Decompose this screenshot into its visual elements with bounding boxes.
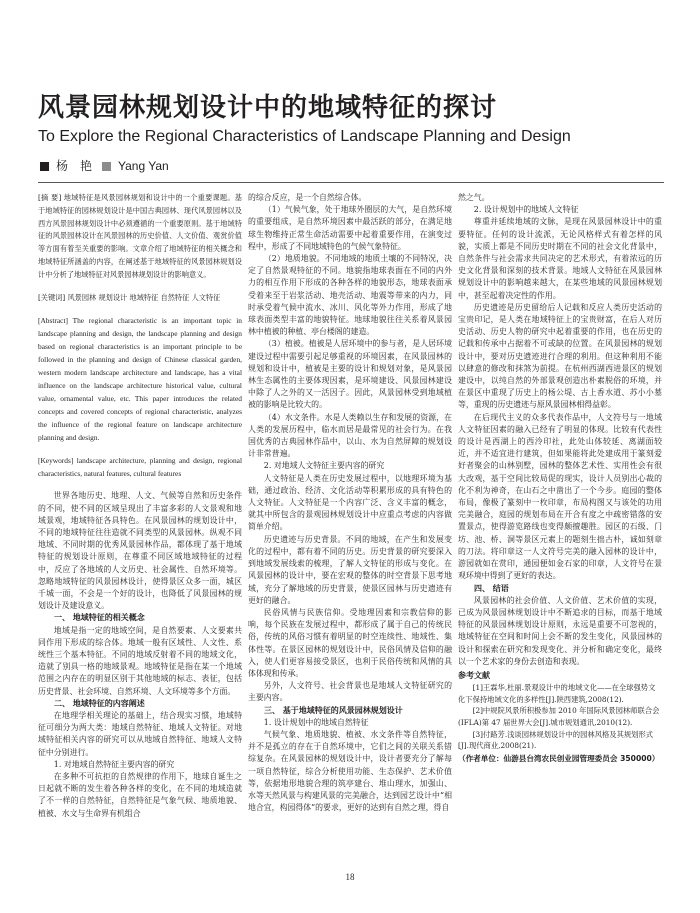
reference-item: [2]中规院风景所积极参加 2010 年国际风景园林师联合会(IFLA)第 47 届世界大会[J].城市规划通讯,2010(12). [458, 706, 660, 727]
paragraph: 人文特征是人类在历史发展过程中，以地理环境为基础，通过政治、经济、文化活动等积累形成的具有特色的人文特征。人文特征是一个内容广泛、含义丰富的概念，就其中所包含的景观园林规划设计中应重点考虑的内容做简单介绍。 [248, 473, 452, 532]
subsection-heading: 2. 对地域人文特征主要内容的研究 [263, 461, 385, 471]
references-heading: 参考文献 [458, 670, 490, 680]
author-name-cn: 杨 艳 [56, 159, 93, 173]
keywords-en: [Keywords] landscape architecture, planning and design, regional characteristics, natural features, cultural features [38, 456, 242, 479]
paragraph: （1）气候气象，处于地球外圈层的大气，是自然环境的重要组成，是自然环境因素中最活跃的部分，在满足地球生物维持正常生命活动需要中起着重要作用，在演变过程中，形成了不同地域特色的气候气象特征。 [248, 205, 452, 251]
paragraph: 尊重并延续地域的文脉，是现在风景园林设计中的重要特征。任何的设计流派，无论风格样式有着怎样的风貌，实质上都是不同历史时期在不同的社会文化背景中，自然条件与社会需求共同决定的艺术形式，有着浓远的历史文化背景和深刻的技术背景。地域人文特征在风景园林规划设计中的影响越来越大，在某些地域的风景园林规划中，甚至起着决定性的作用。 [458, 217, 662, 300]
paragraph: 另外，人文符号、社会背景也是地域人文特征研究的主要内容。 [248, 681, 452, 703]
paragraph: 历史遗迹是历史留给后人记载和反应人类历史活动的宝贵印记，是人类在地域特征上的宝贵财富，在后人对历史活动、历史人物的研究中起着重要的作用，也在历史的记载和传承中占据着不可或缺的位置。在风景园林的规划设计中，要对历史遗迹进行合理的利用。但这种利用不能以肆意的修改和抹煞为前提。在杭州西湖西进景区的规划建设中，以纯自然的外部景观创造出朴素脱俗的环境，并在景区中重现了历史上的杨公堤、古上香水道、苏小小墓等，重现的历史遗迹与原风景园林相得益彰。 [458, 302, 662, 410]
paragraph: 历史遗迹与历史背景。不同的地域，在产生和发展变化的过程中，都有着不同的历史。历史背景的研究要深入到地域发展线索的梳理，了解人文特征的形成与变化。在风景园林的设计中，要在宏观的整体的时空背景下思考地域，充分了解地域的历史背景，使景区园林与历史遗迹有更好的融合。 [248, 534, 452, 605]
paragraph: （3）植被。植被是人居环境中的参与者，是人居环境建设过程中需要引起足够重视的环境因素，在风景园林的规划和设计中，植被是主要的设计和规划对象，是风景园林生态属性的主要体现因素，是环境建设、风景园林建设中除了人之外的又一活因子。因此，风景园林受到地域植被的影响是比较大的。 [248, 339, 452, 410]
paragraph: （4）水文条件。水是人类赖以生存和发展的资源，在人类的发展历程中，临水而居是最常见的社会行为。在我国优秀的古典园林作品中，以山、水为自然屏障的规划设计非常普遍。 [248, 412, 452, 459]
abstract-en: [Abstract] The regional characteristic is an important topic in landscape planning and design, the landscape planning and design based on regional characteristics is an important principle to be followed in the planning and design of Chinese classical garden, western modern landscape architecture and landscape, has a vital influence on the landscape architecture historical value, cultural value, ornamental value, etc. This paper introduces the related concepts and covered concepts of regional characteristic, analyzes the influence of the regional feature on landscape architecture planning and design. [38, 316, 242, 443]
page-title: 风景园林规划设计中的地域特征的探讨 [38, 93, 498, 123]
intro-paragraph: 世界各地历史、地理、人文、气候等自然和历史条件的不同，使不同的区域呈现出了丰富多彩的人文景观和地域景观，地域特征各具特色。在风景园林的规划设计中，不同的地域特征往往造就不同类型的风景园林。纵观不同地域、不同时期的优秀风景园林作品，都体现了基于地域特征的规划设计原则，在尊重不同区域地域特征的过程中，反应了各地域的人文历史、社会属性、自然环境等。忽略地域特征的风景园林设计，使得景区众多一面，城区千城一面，不会是一个好的设计，也降低了风景园林的规划设计及建设意义。 [38, 491, 242, 611]
paragraph-continued: 然之气。 [458, 193, 490, 202]
column-left [38, 192, 242, 888]
column-right [458, 192, 662, 888]
author-name-en: Yang Yan [118, 159, 169, 173]
author-affiliation: （作者单位：仙游县台湾农民创业园管理委员会 350000） [458, 753, 660, 763]
section-heading-3: 三、 基于地域特征的风景园林规划设计 [264, 705, 403, 715]
english-subtitle: To Explore the Regional Characteristics of Landscape Planning and Design [38, 128, 571, 145]
subsection-heading: 1. 设计规划中的地域自然特征 [263, 717, 369, 727]
paragraph: 风景园林的社会价值、人文价值、艺术价值的实现，已成为风景园林规划设计中不断追求的目标，而基于地域特征的风景园林规划设计原则，永远是重要不可忽视的，地域特征在空间和时间上会不断的发生变化，风景园林的设计和探索在研究和发现变化、并分析和确定变化，最终以一个艺术家的身份去创造和表现。 [458, 595, 662, 666]
paragraph: 在多种不可抗拒的自然规律的作用下，地球自诞生之日起就不断的发生着各种各样的变化，在不同的地域造就了不一样的自然特征，自然特征是气象气候、地质地貌、植被、水文与生命界有机组合 [38, 772, 242, 818]
reference-item: [3]付路芳.浅谈园林规划设计中的园林风格及其规划形式[J].现代商业,2008(21). [458, 729, 654, 751]
page-number: 18 [345, 872, 355, 882]
gray-square-icon [102, 162, 111, 171]
paragraph: （2）地质地貌。不同地域的地质土壤的不同特况，决定了自然景观特征的不同。地貌指地球表面在不同的内外力的相互作用下形成的各种各样的地貌形态，地球表面承受着来至于岩浆活动、地壳活动、地震等带来的内力，同时承受着气候中流水、冰川、风化等外力作用，形成了地球表面类型丰富的地貌特征。地球地貌往往关系着风景园林中植被的种植、亭台楼阁的建造。 [248, 254, 452, 337]
paragraph-continued: 的综合反应，是一个自然综合体。 [248, 193, 367, 202]
paragraph: 民俗风情与民族信仰。受地理因素和宗教信仰的影响，每个民族在发展过程中，都形成了属于自己的传统民俗，传统的风俗习惯有着明显的时空连续性、地域性、集体性等。在景区园林的规划设计中，民俗风情及信仰的融入，使人们更容易接受景区，也利于民俗传统和风情的具体体现和传承。 [248, 607, 452, 678]
author-line [40, 158, 169, 174]
reference-item: [1]王霖华,杜丽.景观设计中的地域文化——在全球强势文化下保持地域文化的多样性[J].陕西建筑,2008(12). [458, 683, 656, 704]
paragraph: 气候气象、地质地貌、植被、水文条件等自然特征，并不是孤立的存在于自然环境中，它们之间的关联关系错综复杂。在风景园林的规划设计中，设计者要充分了解每一项自然特征，综合分析使用功能、生态保护、艺术价值等，依据地形地貌合理的筑亭建台、堆山理水，加强山、水等天然风景与构建风景的完美融合，达到园艺设计中“相地合宜，构园得体”的要求，更好的达到有自然之理，得自 [248, 729, 452, 813]
header-divider [38, 182, 664, 183]
subsection-heading: 1. 对地域自然特征主要内容的研究 [53, 759, 175, 769]
black-square-icon [40, 162, 49, 171]
section-heading-4: 四、 结语 [474, 583, 509, 593]
keywords-cn: [关键词] 风景园林 规划设计 地域特征 自然特征 人文特征 [38, 292, 221, 302]
subsection-heading: 2. 设计规划中的地域人文特征 [473, 205, 579, 215]
section-heading-2: 二、 地域特征的内容阐述 [54, 698, 145, 708]
section-heading-1: 一、 地域特征的相关概念 [54, 613, 145, 623]
paragraph: 在后现代主义的众多代表作品中，人文符号与一地域人文特征因素的融入已经有了明显的体现。比较有代表性的设计是西湖上的西泠印社，此处山体较延、离湖面较近，并不适宜进行建筑，但如果能将此处建成用于篆刻爱好者聚会的山林别墅，园林的整体艺术性、实用性会有很大改观，基于空间比较局促的现实，设计人员别出心裁的化不利为神奇，在山石之中凿出了一个今步。庭园的整体布局，像极了篆刻中一枚印章，布局构图又与该处的功用完美融合，庭园的规划布局在开合有度之中疏密错落的安置景点，使得游览路线也变得颇擅趣胜。园区的石级、门坊、池、桥、洞等景区元素上的题刻生拙古朴，诚如刻章的刀法。将印章这一人文符号完美的融入园林的设计中，游园就如在赏印，通园便如金石家的印章，人文符号在景观环境中得到了更好的表达。 [458, 412, 662, 581]
paragraph: 地域是指一定的地域空间，是自然要素、人文要素共同作用下形成的综合体。地域一般有区域性、人文性、系统性三个基本特征。不同的地域反射着不同的地域文化，造就了别具一格的地域景观。地域特征是指在某一个地域范围之内存在的明显区别于其他地域的标志、表征，包括历史背景、社会环境、自然环境、人文环境等多个方面。 [38, 625, 242, 696]
paragraph: 在地理学相关理论的基础上，结合现实习惯，地域特征可细分为两大类：地域自然特征、地域人文特征。对地域特征相关内容的研究可以从地域自然特征、地域人文特征中分别进行。 [38, 711, 242, 757]
column-middle [248, 192, 452, 888]
abstract-cn: [摘 要] 地域特征是风景园林规划和设计中的一个重要课题。基于地域特征的园林规划设计是中国古典园林、现代风景园林以及西方风景园林规划设计中必须遵循的一个重要原则。基于地域特征的风景园林设计在风景园林的历史价值、人文价值、观赏价值等方面有着至关重要的影响。文章介绍了地域特征的相关概念和地域特征所涵盖的内容，在阐述基于地域特征的风景园林规划设计中分析了地域特征对风景园林规划设计的影响意义。 [38, 193, 242, 279]
